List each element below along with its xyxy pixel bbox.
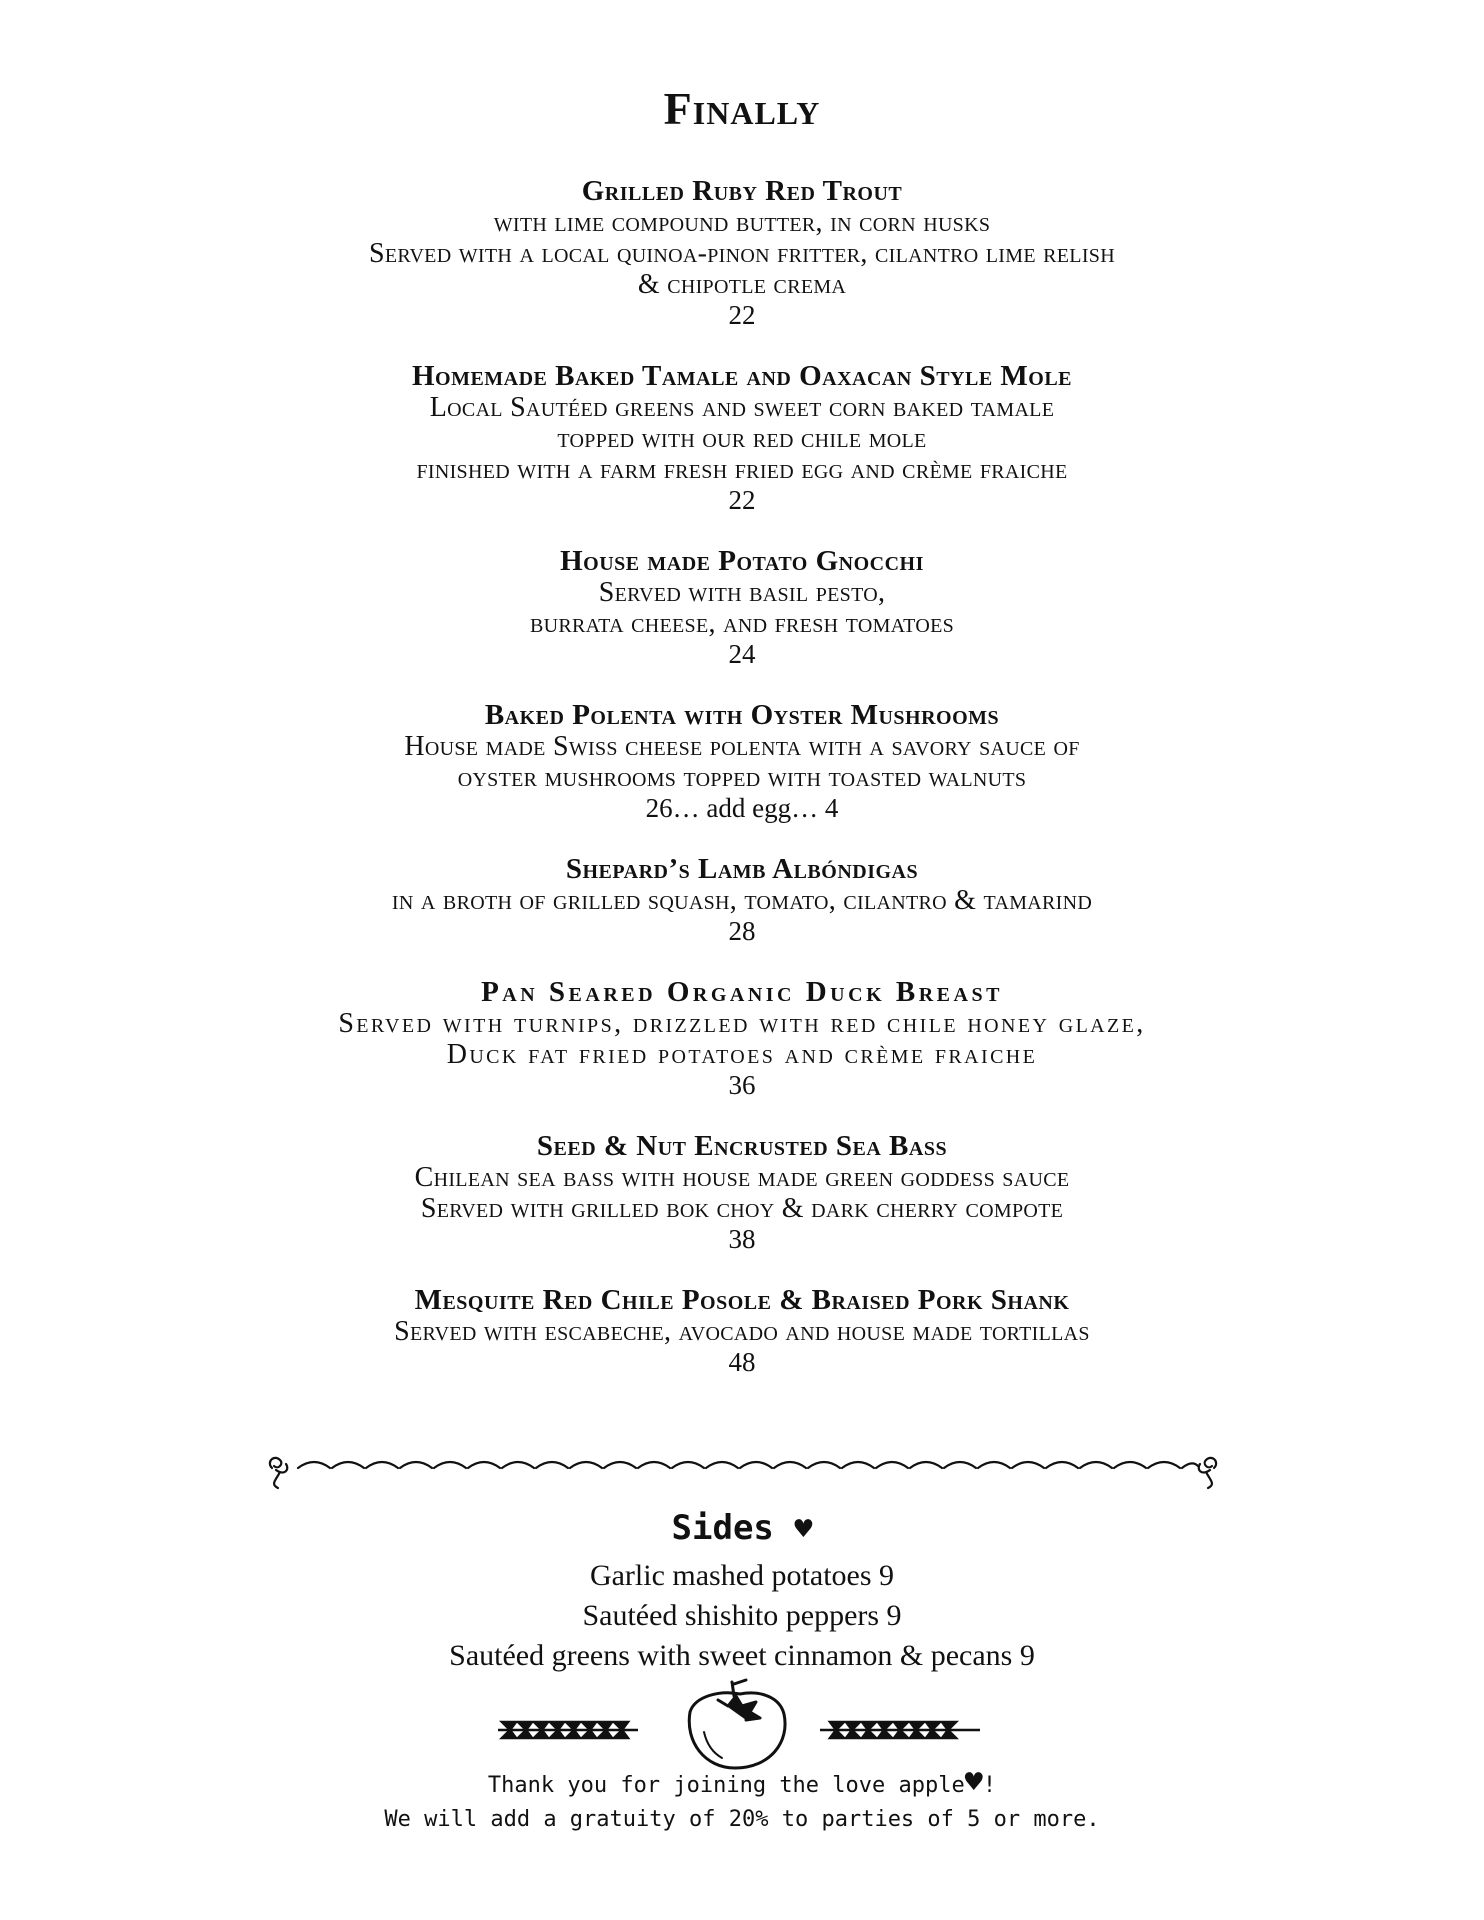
item-price: 48 bbox=[728, 1347, 756, 1377]
heart-icon: ♥ bbox=[794, 1512, 813, 1547]
item-description: finished with a farm fresh fried egg and crème fraiche bbox=[416, 454, 1068, 485]
side-item: Sautéed greens with sweet cinnamon & pecans 9 bbox=[449, 1639, 1035, 1672]
laurel-branch-icon bbox=[498, 1722, 638, 1738]
menu-item bbox=[0, 176, 1484, 331]
item-name: Grilled Ruby Red Trout bbox=[581, 175, 903, 207]
thank-you-line bbox=[0, 1766, 1484, 1803]
side-item: Sautéed shishito peppers 9 bbox=[582, 1599, 902, 1632]
item-price: 36 bbox=[728, 1070, 756, 1100]
item-price: 22 bbox=[728, 300, 756, 330]
item-price: 38 bbox=[728, 1224, 756, 1254]
item-description: Chilean sea bass with house made green goddess sauce bbox=[414, 1162, 1070, 1193]
side-item: Garlic mashed potatoes 9 bbox=[589, 1559, 895, 1592]
exclamation-text: ! bbox=[982, 1773, 997, 1798]
item-name: Pan Seared Organic Duck Breast bbox=[481, 976, 1003, 1008]
page-title: Finally bbox=[663, 83, 821, 134]
menu-item bbox=[0, 977, 1484, 1101]
item-description: Served with a local quinoa-pinon fritter, cilantro lime relish bbox=[369, 238, 1115, 269]
menu-item bbox=[0, 361, 1484, 516]
sides-heading bbox=[0, 1508, 1484, 1548]
heart-icon: ♥ bbox=[964, 1765, 983, 1800]
item-name: House made Potato Gnocchi bbox=[560, 545, 924, 577]
item-description: Served with basil pesto, bbox=[598, 577, 886, 608]
menu-item bbox=[0, 1285, 1484, 1378]
sides-list bbox=[0, 1556, 1484, 1676]
item-description: burrata cheese, and fresh tomatoes bbox=[529, 608, 955, 639]
menu-item bbox=[0, 854, 1484, 947]
item-description: oyster mushrooms topped with toasted walnuts bbox=[457, 762, 1027, 793]
item-name: Baked Polenta with Oyster Mushrooms bbox=[484, 699, 1000, 731]
item-description: Local Sautéed greens and sweet corn baked tamale bbox=[429, 392, 1055, 423]
item-description: in a broth of grilled squash, tomato, cilantro & tamarind bbox=[391, 885, 1093, 916]
item-price: 22 bbox=[728, 485, 756, 515]
menu-item bbox=[0, 1131, 1484, 1255]
item-description: House made Swiss cheese polenta with a savory sauce of bbox=[404, 731, 1080, 762]
item-description: Served with escabeche, avocado and house made tortillas bbox=[394, 1316, 1090, 1347]
item-description: & chipotle crema bbox=[637, 269, 847, 300]
menu-items bbox=[0, 176, 1484, 1408]
item-description: Served with grilled bok choy & dark cherry compote bbox=[420, 1193, 1064, 1224]
thank-you-text: Thank you for joining the love apple bbox=[487, 1773, 965, 1798]
item-name: Mesquite Red Chile Posole & Braised Pork Shank bbox=[414, 1284, 1070, 1316]
menu-item bbox=[0, 546, 1484, 670]
item-description: with lime compound butter, in corn husks bbox=[493, 207, 991, 238]
item-name: Shepard’s Lamb Albóndigas bbox=[565, 853, 919, 885]
item-name: Seed & Nut Encrusted Sea Bass bbox=[536, 1130, 948, 1162]
item-price: 26… add egg… 4 bbox=[645, 793, 839, 823]
item-price: 24 bbox=[728, 639, 756, 669]
tomato-ornament bbox=[490, 1672, 990, 1772]
scroll-divider-icon bbox=[258, 1446, 1228, 1496]
tomato-icon bbox=[689, 1680, 785, 1768]
gratuity-note: We will add a gratuity of 20% to parties of 5 or more. bbox=[384, 1807, 1100, 1832]
item-name: Homemade Baked Tamale and Oaxacan Style Mole bbox=[411, 360, 1073, 392]
item-description: topped with our red chile mole bbox=[557, 423, 927, 454]
item-price: 28 bbox=[728, 916, 756, 946]
footer bbox=[0, 1766, 1484, 1837]
sides-title: Sides bbox=[671, 1508, 774, 1548]
item-description: Duck fat fried potatoes and crème fraiche bbox=[446, 1039, 1038, 1070]
item-description: Served with turnips, drizzled with red chile honey glaze, bbox=[338, 1008, 1146, 1039]
laurel-branch-icon bbox=[820, 1722, 980, 1738]
menu-item bbox=[0, 700, 1484, 824]
